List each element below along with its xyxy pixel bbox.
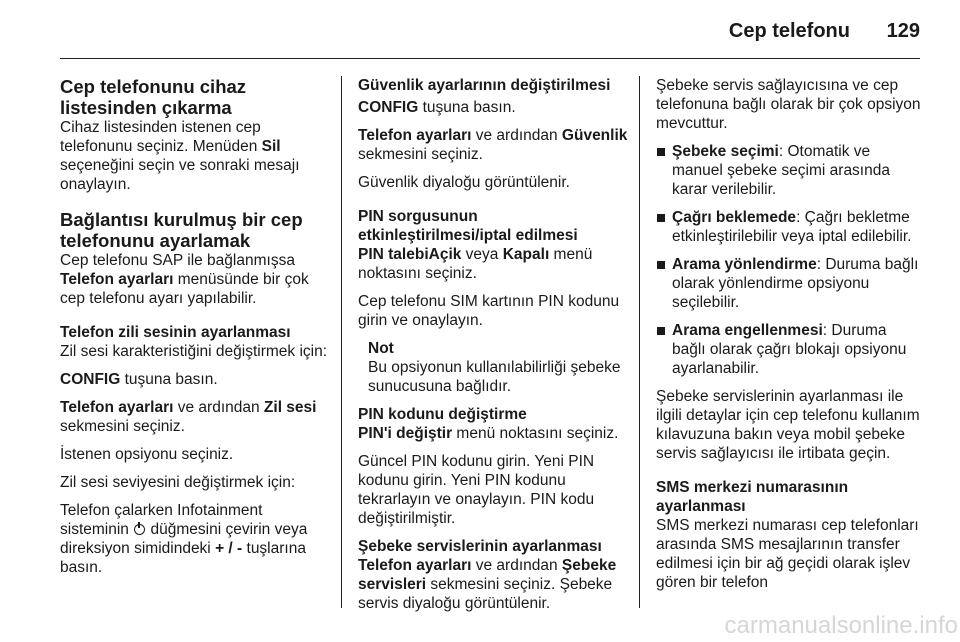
menu-term: Çağrı beklemede [672,209,797,226]
bullet-square-icon [657,214,665,222]
column-divider [639,76,640,608]
text: Cihaz listesinden istenen cep telefonunu seçiniz. Menüden [60,119,262,155]
text: ve ardından [471,127,562,144]
paragraph-configure-phone [60,251,332,308]
text: menü noktasını seçiniz. [452,425,619,442]
bullet-list-network-services [656,142,924,378]
subsection-title-pin-request: PIN sorgusunun etkinleştirilmesi/iptal edilmesi [358,208,578,244]
menu-term: Kapalı [502,246,550,263]
paragraph-network-details: Şebeke servislerinin ayarlanması ile ilgili detaylar için cep telefonu kullanım kılavuzuna bakın veya mobil şebeke servis sağlayıcısı ile irtibata geçin. [656,388,920,462]
menu-term: Güvenlik [561,127,628,144]
power-knob-icon [134,524,145,535]
menu-term: Telefon ayarları [358,127,472,144]
text: menüsünde bir çok cep telefonu ayarı yapılabilir. [60,271,309,307]
watermark-text: carmanualsonline.info [724,612,958,639]
running-header-title: Cep telefonu [728,20,850,42]
button-term: CONFIG [60,371,121,388]
paragraph-new-pin: Güncel PIN kodunu girin. Yeni PIN kodunu girin. Yeni PIN kodunu tekrarlayın ve onaylayın. PIN kodu değiştirilmiştir. [358,453,595,527]
section-title-configure-phone: Bağlantısı kurulmuş bir cep telefonunu ayarlamak [60,209,303,251]
text: : Çağrı bekletme etkinleştirilebilir veya iptal edilebilir. [672,209,912,245]
paragraph-change-pin [358,424,628,443]
list-item [656,255,924,312]
menu-term: Telefon ayarları [358,557,472,574]
paragraph-config [60,370,332,389]
menu-term: Sil [261,138,281,155]
section-title-remove-phone: Cep telefonunu cihaz listesinden çıkarma [60,76,247,118]
text: ve ardından [471,557,562,574]
text: düğmesini çevirin veya direksiyon simidindeki [60,521,308,557]
text: sekmesini seçiniz. [60,418,185,435]
text: seçeneğini seçin ve sonraki mesajı onaylayın. [60,157,300,193]
menu-term: Telefon ayarları [60,271,174,288]
paragraph-pin-request [358,245,628,283]
bullet-square-icon [657,148,665,156]
menu-term: PIN'i değiştir [358,425,453,442]
paragraph-select-option: İstenen opsiyonu seçiniz. [60,446,234,463]
subsection-title-security: Güvenlik ayarlarının değiştirilmesi [358,77,611,94]
text: menü noktasını seçiniz. [358,246,593,282]
column-1 [60,76,332,586]
header-rule [60,58,920,59]
text: veya [461,246,503,263]
paragraph-network-options: Şebeke servis sağlayıcısına ve cep telefonuna bağlı olarak bir çok opsiyon mevcuttur. [656,77,921,132]
text: sekmesini seçiniz. Şebeke servis diyaloğu görüntülenir. [358,576,613,612]
menu-term: Şebeke servisleri [358,557,617,593]
note-text: Bu opsiyonun kullanılabilirliği şebeke sunucusuna bağlıdır. [368,359,621,395]
text: tuşuna basın. [418,99,516,116]
paragraph-security-dialog: Güvenlik diyaloğu görüntülenir. [358,174,570,191]
text: Telefon çalarken Infotainment sisteminin [60,502,263,538]
note-title: Not [368,340,394,357]
paragraph-config [358,98,628,117]
bullet-square-icon [657,261,665,269]
button-term: CONFIG [358,99,419,116]
subsection-title-sms-center: SMS merkezi numarasının ayarlanması [656,479,849,515]
text: sekmesini seçiniz. [358,146,483,163]
menu-term: PIN talebiAçik [358,246,462,263]
subsection-title-ringtone: Telefon zili sesinin ayarlanması [60,324,291,341]
paragraph-network-services [358,556,628,613]
paragraph-volume [60,501,332,577]
menu-term: Arama yönlendirme [672,256,817,273]
text: ve ardından [173,399,264,416]
paragraph-ringtone-menu [60,398,332,436]
text: : Otomatik ve manuel şebeke seçimi arasında karar verilebilir. [672,143,890,198]
paragraph-volume-intro: Zil sesi seviyesini değiştirmek için: [60,474,296,491]
note-box [368,339,628,396]
text: : Duruma bağlı olarak yönlendirme opsiyonu seçilebilir. [672,256,919,311]
list-item [656,208,924,246]
paragraph-enter-pin: Cep telefonu SIM kartının PIN kodunu girin ve onaylayın. [358,293,620,329]
bullet-square-icon [657,327,665,335]
column-2 [358,76,628,622]
subsection-title-change-pin: PIN kodunu değiştirme [358,406,527,423]
button-term: + / - [215,540,243,557]
text: : Duruma bağlı olarak çağrı blokajı opsiyonu ayarlanabilir. [672,322,907,377]
menu-term: Zil sesi [263,399,317,416]
page-number: 129 [886,20,920,42]
menu-term: Şebeke seçimi [672,143,779,160]
menu-term: Telefon ayarları [60,399,174,416]
paragraph-security-menu [358,126,628,164]
list-item [656,321,924,378]
text: Cep telefonu SAP ile bağlanmışsa [60,252,295,269]
column-divider [341,76,342,608]
paragraph-sms-center: SMS merkezi numarası cep telefonları arasında SMS mesajlarının transfer edilmesi için bir ağ geçidi olarak işlev gören bir telefon [656,517,919,591]
text: tuşlarına basın. [60,540,306,576]
menu-term: Arama engellenmesi [672,322,823,339]
subsection-title-network-services: Şebeke servislerinin ayarlanması [358,538,602,555]
paragraph-ringtone-intro: Zil sesi karakteristiğini değiştirmek için: [60,343,328,360]
paragraph-remove-phone [60,118,332,194]
text: tuşuna basın. [120,371,218,388]
list-item [656,142,924,199]
column-3 [656,76,924,601]
